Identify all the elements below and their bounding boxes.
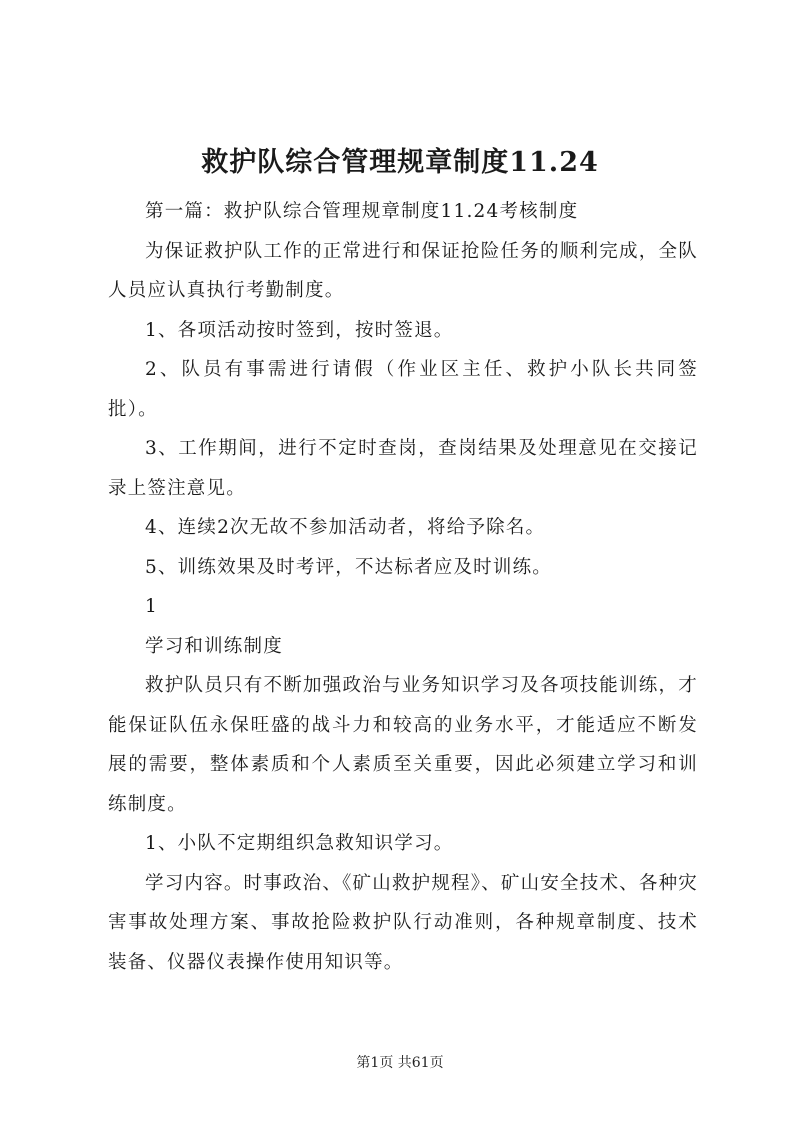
- paragraph: 为保证救护队工作的正常进行和保证抢险任务的顺利完成，全队人员应认真执行考勤制度。: [108, 240, 698, 301]
- paragraph: 1、各项活动按时签到，按时签退。: [145, 319, 454, 341]
- paragraph: 3、工作期间，进行不定时查岗，查岗结果及处理意见在交接记录上签注意见。: [108, 438, 698, 499]
- paragraph: 4、连续2次无故不参加活动者，将给予除名。: [145, 517, 546, 538]
- paragraph: 1、小队不定期组织急救知识学习。: [145, 833, 454, 854]
- section-heading: 学习和训练制度: [145, 635, 283, 657]
- paragraph: 学习内容。时事政治、《矿山救护规程》、矿山安全技术、各种灾害事故处理方案、事故抢险救护队行动准则，各种规章制度、技术装备、仪器仪表操作使用知识等。: [108, 872, 698, 973]
- paragraph: 2、队员有事需进行请假（作业区主任、救护小队长共同签批）。: [108, 359, 698, 420]
- paragraph: 救护队员只有不断加强政治与业务知识学习及各项技能训练，才能保证队伍永保旺盛的战斗力和较高的业务水平，才能适应不断发展的需要，整体素质和个人素质至关重要，因此必须建立学习和训练制度。: [108, 675, 698, 815]
- document-body: [108, 192, 698, 982]
- paragraph: 5、训练效果及时考评，不达标者应及时训练。: [145, 556, 552, 578]
- page-footer: 第1页 共61页: [356, 1055, 444, 1071]
- paragraph: 第一篇：救护队综合管理规章制度11.24考核制度: [145, 201, 579, 222]
- document-title: 救护队综合管理规章制度11.24: [201, 147, 599, 178]
- paragraph: 1: [145, 596, 158, 617]
